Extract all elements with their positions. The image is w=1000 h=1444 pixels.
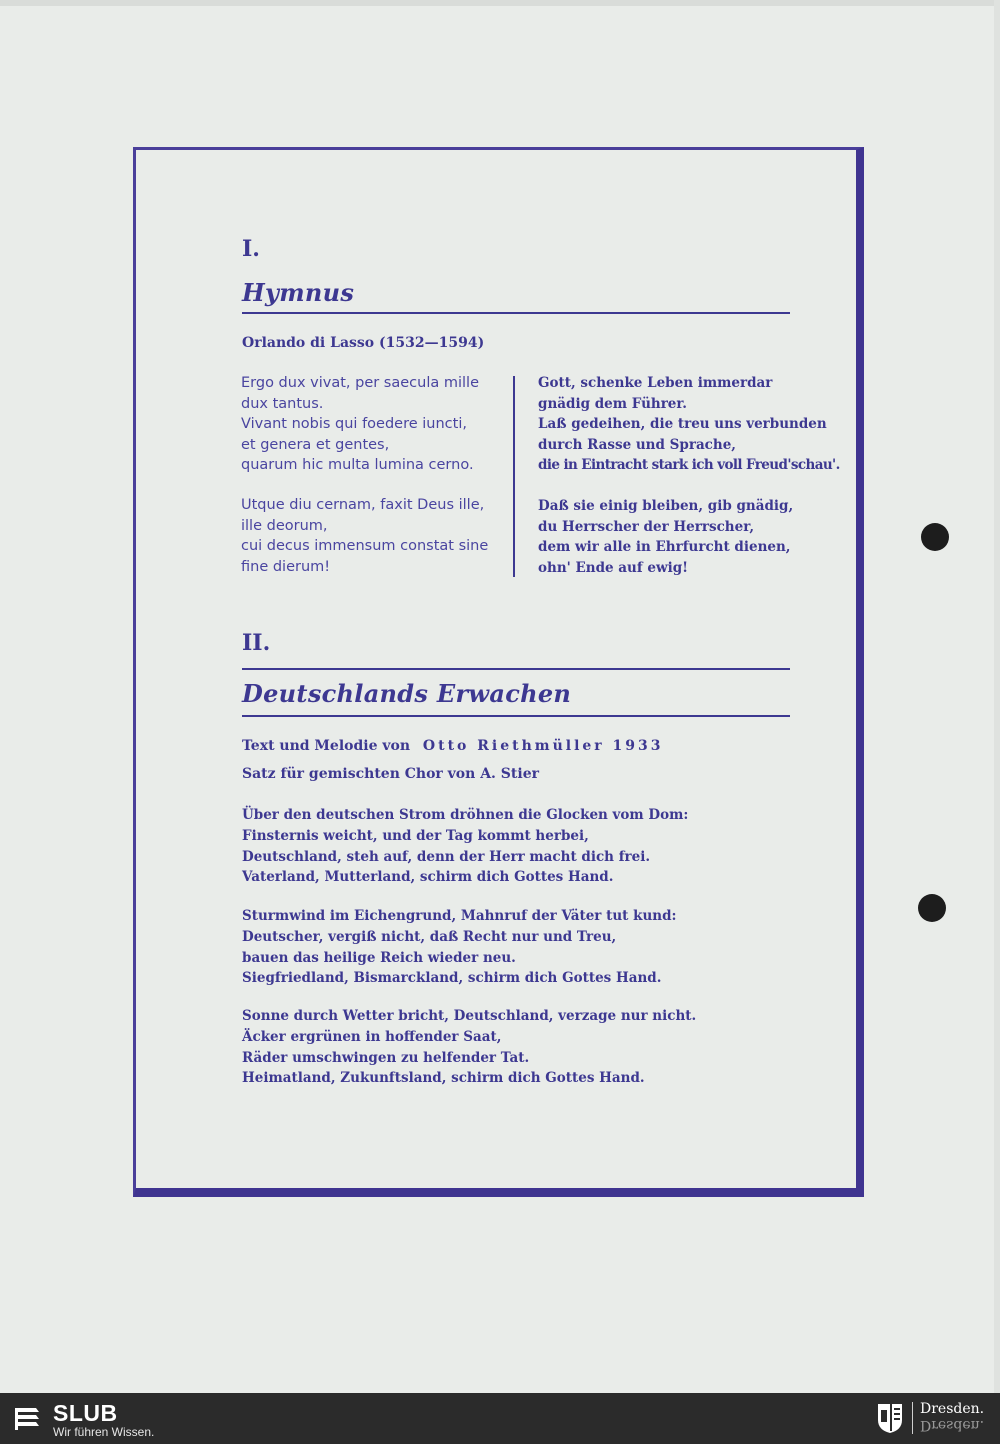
- latin-line: cui decus immensum constat sine: [241, 538, 489, 554]
- footer-brand[interactable]: SLUB: [53, 1400, 118, 1426]
- scan-edge: [0, 0, 1000, 6]
- section-2-credit: [242, 738, 664, 754]
- section-1-title: Hymnus: [242, 278, 355, 307]
- german-line: durch Rasse und Sprache,: [538, 436, 737, 453]
- dresden-crest-icon[interactable]: [876, 1402, 904, 1434]
- latin-stanza-2: [241, 495, 503, 577]
- german-line: dem wir alle in Ehrfurcht dienen,: [538, 539, 791, 555]
- section-2-number: II.: [242, 630, 271, 656]
- verse-line: Heimatland, Zukunftsland, schirm dich Gottes Hand.: [242, 1070, 645, 1087]
- punch-hole: [921, 523, 949, 551]
- section-2-title: Deutschlands Erwachen: [242, 679, 572, 708]
- verse-line: Siegfriedland, Bismarckland, schirm dich Gottes Hand.: [242, 970, 662, 987]
- verse-line: bauen das heilige Reich wieder neu.: [242, 949, 516, 966]
- verse-line: Finsternis weicht, und der Tag kommt herbei,: [242, 827, 589, 844]
- verse-line: Über den deutschen Strom dröhnen die Glocken vom Dom:: [242, 807, 689, 823]
- footer-partner-reflection: Dresden.: [920, 1417, 985, 1433]
- verse-line: Vaterland, Mutterland, schirm dich Gottes Hand.: [242, 869, 614, 886]
- german-line: du Herrscher der Herrscher,: [538, 518, 755, 535]
- verse-stanza-3: [242, 1006, 696, 1089]
- verse-line: Sturmwind im Eichengrund, Mahnruf der Väter tut kund:: [242, 908, 677, 924]
- verse-line: Sonne durch Wetter bricht, Deutschland, verzage nur nicht.: [242, 1008, 697, 1024]
- latin-line: dux tantus.: [241, 395, 324, 412]
- german-line: Laß gedeihen, die treu uns verbunden: [538, 416, 827, 432]
- german-stanza-2: [538, 496, 793, 578]
- verse-stanza-1: [242, 805, 688, 888]
- slub-logo-icon[interactable]: [12, 1404, 42, 1434]
- footer-partner[interactable]: Dresden.: [920, 1401, 985, 1417]
- section-1-number: I.: [242, 236, 260, 262]
- latin-line: et genera et gentes,: [241, 436, 390, 453]
- latin-line: Ergo dux vivat, per saecula mille: [241, 375, 479, 391]
- verse-line: Räder umschwingen zu helfender Tat.: [242, 1049, 530, 1066]
- latin-stanza-1: [241, 373, 503, 476]
- verse-line: Deutschland, steh auf, denn der Herr macht dich frei.: [242, 848, 651, 865]
- latin-line: quarum hic multa lumina cerno.: [241, 457, 474, 473]
- latin-line: fine dierum!: [241, 558, 331, 575]
- section-2-arrangement: Satz für gemischten Chor von A. Stier: [242, 766, 539, 782]
- credit-prefix: Text und Melodie von: [242, 738, 411, 754]
- credit-author: Otto Riethmüller 1933: [422, 738, 664, 754]
- section-1-composer: Orlando di Lasso (1532—1594): [242, 335, 485, 351]
- column-divider: [513, 376, 515, 577]
- verse-stanza-2: [242, 906, 677, 989]
- latin-line: ille deorum,: [241, 517, 328, 534]
- german-stanza-1: [538, 373, 840, 476]
- german-line: Gott, schenke Leben immerdar: [538, 375, 773, 391]
- scan-edge: [994, 0, 1000, 1393]
- viewer-footer: [0, 1393, 1000, 1444]
- german-line: gnädig dem Führer.: [538, 395, 687, 412]
- section-2-rule-top: [242, 668, 790, 670]
- german-line: Daß sie einig bleiben, gib gnädig,: [538, 498, 794, 514]
- latin-line: Utque diu cernam, faxit Deus ille,: [241, 497, 485, 513]
- footer-tagline: Wir führen Wissen.: [53, 1425, 155, 1439]
- verse-line: Deutscher, vergiß nicht, daß Recht nur und Treu,: [242, 928, 617, 945]
- punch-hole: [918, 894, 946, 922]
- footer-separator: [912, 1402, 913, 1434]
- section-1-rule: [242, 312, 790, 314]
- verse-line: Äcker ergrünen in hoffender Saat,: [242, 1028, 502, 1045]
- latin-line: Vivant nobis qui foedere iuncti,: [241, 416, 467, 432]
- section-2-rule-bottom: [242, 715, 790, 717]
- german-line: ohn' Ende auf ewig!: [538, 559, 689, 576]
- german-line: die in Eintracht stark ich voll Freud'schau'.: [538, 457, 840, 473]
